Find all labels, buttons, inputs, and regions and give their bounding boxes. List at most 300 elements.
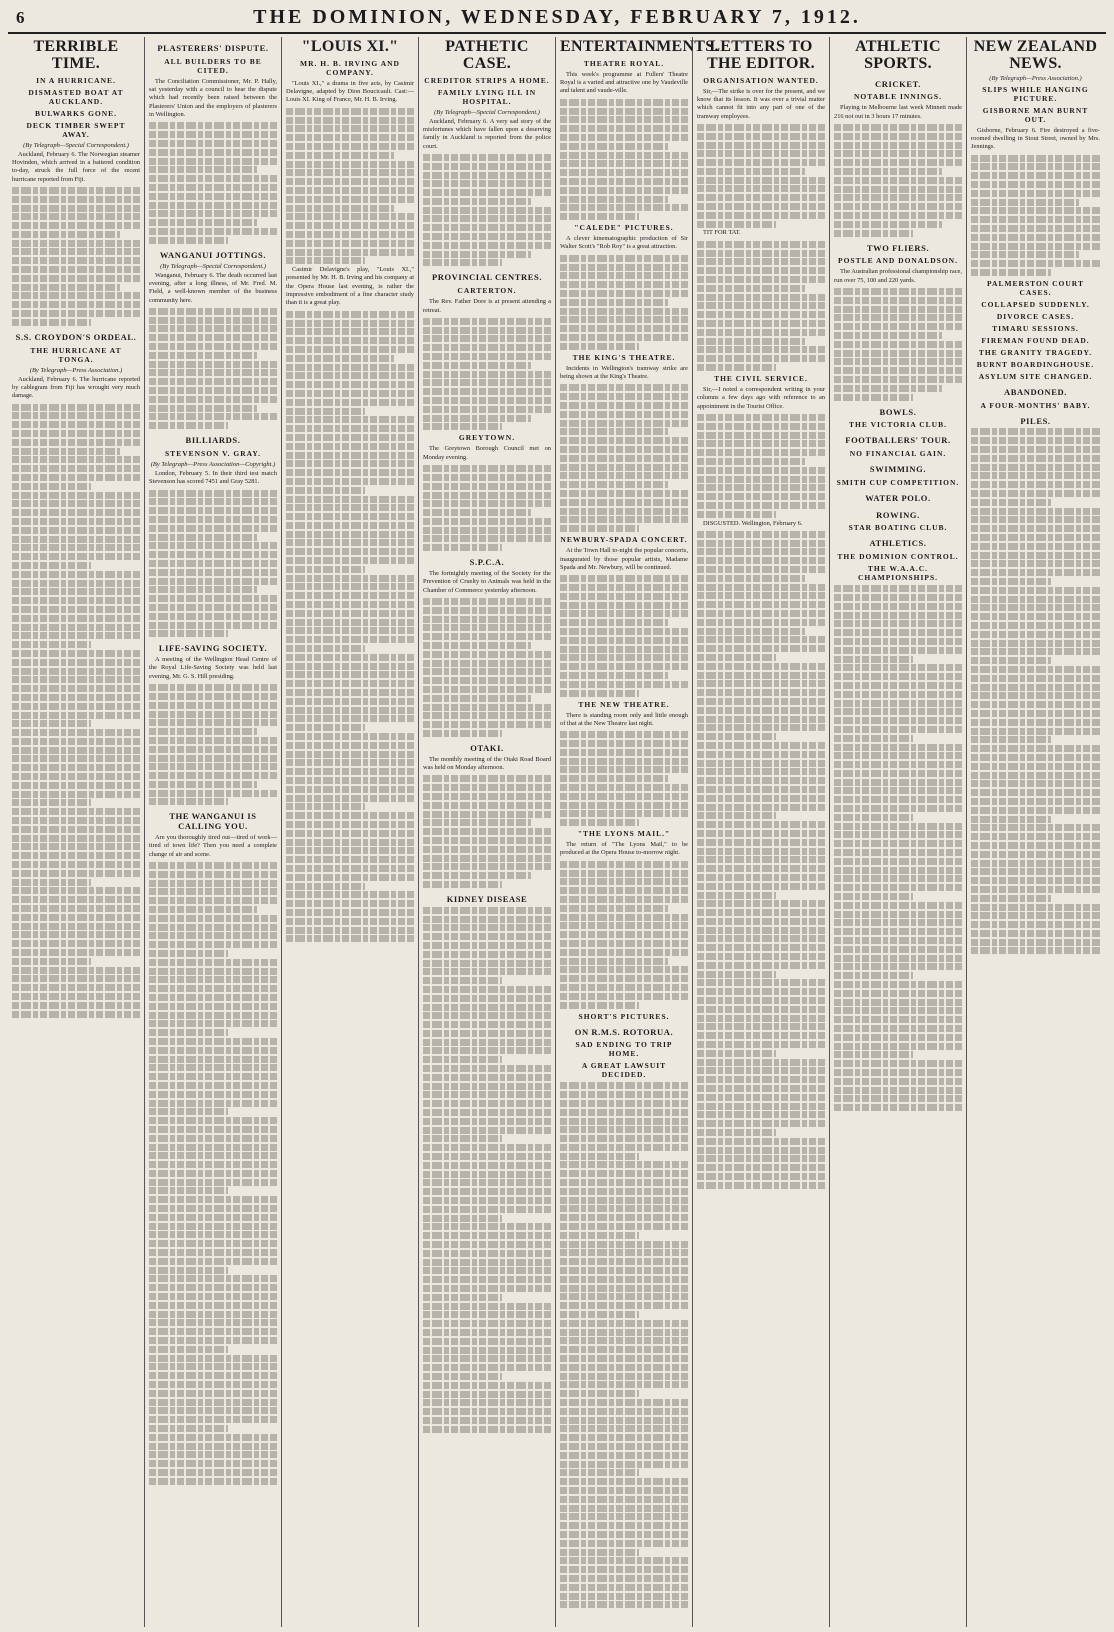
text-line [149,1187,228,1194]
text-line [423,1065,551,1072]
text-line [12,292,140,299]
text-line [149,1091,277,1098]
text-line [834,955,962,962]
text-line [697,918,825,925]
text-line [423,500,551,507]
text-line [697,971,776,978]
text-line [286,909,414,916]
article-text: DISGUSTED. Wellington, February 6. [703,519,803,527]
text-line [697,839,825,846]
text-line [697,733,776,740]
text-line [697,185,825,192]
text-line [834,230,913,237]
text-line [149,490,277,497]
text-line [286,847,414,854]
subheading: BOWLS. [879,406,917,417]
text-line [971,877,1100,884]
text-line [697,619,825,626]
text-line [423,872,531,879]
text-line [697,962,825,969]
subheading: A FOUR-MONTHS' BABY. [980,400,1091,410]
text-line [697,865,825,872]
text-line [12,949,140,956]
subheading: BURNT BOARDINGHOUSE. [976,359,1095,369]
text-line [697,414,825,421]
text-line [149,166,257,173]
text-line [560,1197,688,1204]
text-line [697,1138,825,1145]
text-line [560,931,688,938]
text-line [286,671,414,678]
article-text: A meeting of the Wellington Head Centre of the Royal Life-Saving Society was held last evening, Mr. G. S. Hill presiding. [149,656,277,680]
text-line [697,493,825,500]
text-line [697,680,825,687]
text-line [12,940,140,947]
text-line [423,1153,551,1160]
text-line [286,698,414,705]
text-line [560,1091,688,1098]
text-line [697,645,825,652]
text-line [971,912,1100,919]
text-line [12,843,140,850]
headline: "LOUIS XI." [301,38,399,55]
text-line [560,690,639,697]
text-line [149,1293,277,1300]
text-line [286,381,414,388]
text-line [834,911,962,918]
text-line [560,308,688,315]
text-line [286,408,365,415]
text-line [971,763,1100,770]
subheading: WANGANUI JOTTINGS. [159,249,267,260]
byline: (By Telegraph—Special Correspondent.) [23,141,129,149]
text-line [286,337,414,344]
text-line [423,793,551,800]
text-line [149,534,257,541]
text-line [834,367,962,374]
text-line [423,1391,551,1398]
text-line [971,534,1100,541]
text-line [423,1364,551,1371]
text-line [286,311,414,318]
text-line [423,1215,502,1222]
text-line [423,1232,551,1239]
text-line [423,1355,551,1362]
text-line [834,981,962,988]
text-line [971,640,1100,647]
text-line [560,784,688,791]
text-line [12,967,140,974]
text-line [149,1144,277,1151]
article-text: TIT FOR TAT. [703,229,741,237]
text-line [560,108,688,115]
subheading: MR. H. B. IRVING AND COMPANY. [300,58,400,77]
text-line [697,1155,825,1162]
text-line [12,615,140,622]
text-line [423,242,551,249]
text-line [560,1593,688,1600]
text-line [560,1118,688,1125]
text-line [423,1118,551,1125]
text-line [834,840,962,847]
text-line [149,790,277,797]
text-line [286,152,394,159]
text-line [971,816,1051,823]
text-line [149,932,277,939]
subheading: LIFE-SAVING SOCIETY. [158,643,268,654]
text-line [560,602,688,609]
text-line [423,968,551,975]
text-line [286,795,414,802]
text-line [697,484,825,491]
text-line [971,684,1100,691]
text-line [560,1232,639,1239]
text-line [834,770,962,777]
text-line [12,747,140,754]
text-line [12,914,140,921]
text-line [286,601,414,608]
text-line [834,186,962,193]
text-line [286,742,414,749]
text-line [834,823,962,830]
text-line [834,779,962,786]
subheading: FAMILY LYING ILL IN HOSPITAL. [437,87,537,106]
text-line [834,946,962,953]
text-line [149,737,277,744]
text-line [697,276,825,283]
text-line [423,1311,551,1318]
text-line [560,1566,688,1573]
text-line [423,846,551,853]
text-line [560,984,688,991]
text-line [286,777,414,784]
text-line [560,966,688,973]
text-line [149,888,277,895]
text-line [286,125,414,132]
column-4 [419,37,556,1627]
text-line [149,985,277,992]
text-line [560,508,688,515]
text-line [12,319,91,326]
text-line [560,914,688,921]
text-line [149,1214,277,1221]
text-line [560,1575,688,1582]
text-line [149,746,277,753]
subheading: ASYLUM SITE CHANGED. [978,371,1093,381]
text-line [149,1170,277,1177]
article-text: This week's programme at Fullers' Theatre Royal is a varied and attractive one by Vaudeville and talent and vaude-ville. [560,70,688,95]
text-line [697,724,825,731]
text-line [697,1129,776,1136]
text-line [286,566,365,573]
text-line [149,1372,277,1379]
article-text: A clever kinematographic production of Sir Walter Scott's "Rob Roy" is a great attraction. [560,235,688,251]
text-line [12,773,140,780]
text-line [971,851,1100,858]
text-line [697,760,825,767]
text-line [834,1060,962,1067]
text-line [971,225,1100,232]
text-line [149,1240,277,1247]
text-line [834,603,962,610]
article-text: Sir,—I noted a correspondent writing in your columns a few days ago with reference to an appointment in the Tourist Office. [697,385,825,410]
text-line [971,243,1100,250]
text-line [12,448,120,455]
subheading: STEVENSON V. GRAY. [165,448,261,458]
text-line [560,1434,688,1441]
text-line [697,1164,825,1171]
subheading: DISMASTED BOAT AT AUCKLAND. [28,87,124,106]
subheading: GISBORNE MAN BURNT OUT. [982,105,1089,124]
text-line [149,1311,277,1318]
text-line [560,516,688,523]
text-line [697,935,825,942]
text-line [12,641,91,648]
text-line [423,1223,551,1230]
text-line [12,650,140,657]
text-line [697,1023,825,1030]
text-line [12,896,140,903]
text-line [560,628,688,635]
article-text: Auckland, February 6. A very sad story of the misfortunes which have fallen upon a deserving family in Auckland is reported from the police court. [423,117,551,150]
subheading: THE W.A.A.C. CHAMPIONSHIPS. [857,564,939,583]
text-line [834,358,962,365]
text-line [697,1120,825,1127]
text-line [423,1144,551,1151]
text-line [12,624,140,631]
text-line [12,835,140,842]
text-line [560,125,688,132]
text-line [286,469,414,476]
text-line [423,802,551,809]
article-text: Are you thoroughly tired out—tired of work—tired of town life? Then you need a complete change of air and scene. [149,834,277,858]
text-line [12,597,140,604]
text-line [560,525,639,532]
text-line [971,657,1051,664]
text-line [286,187,414,194]
text-line [286,355,394,362]
text-line [697,909,825,916]
text-line [149,1100,277,1107]
text-line [149,880,277,887]
text-line [834,700,962,707]
text-line [286,399,414,406]
text-line [423,344,551,351]
text-line [560,940,688,947]
text-line [697,142,825,149]
text-line [971,789,1100,796]
text-line [12,852,140,859]
text-line [697,1103,825,1110]
subheading: ATHLETICS. [869,538,927,549]
text-line [697,848,825,855]
text-line [971,868,1100,875]
text-line [286,249,414,256]
text-line [12,588,140,595]
text-line [286,610,414,617]
text-line [149,343,277,350]
text-line [697,1067,825,1074]
text-line [149,361,277,368]
text-line [149,1381,277,1388]
text-line [560,887,688,894]
text-line [971,798,1100,805]
text-line [560,1531,688,1538]
text-line [697,557,825,564]
text-line [834,849,962,856]
text-line [423,198,531,205]
text-line [834,858,962,865]
text-line [560,949,688,956]
text-line [560,802,688,809]
text-line [149,516,277,523]
text-line [286,328,414,335]
text-line [560,654,688,661]
text-line [834,796,962,803]
text-line [560,861,688,868]
text-line [971,710,1100,717]
text-line [12,694,140,701]
text-line [560,819,639,826]
text-line [149,193,277,200]
text-line [971,199,1079,206]
text-line [286,196,414,203]
text-line [423,353,551,360]
text-line [286,390,414,397]
text-line [286,812,414,819]
text-line [286,372,414,379]
text-line [834,629,962,636]
text-line [423,1030,551,1037]
text-line [834,394,913,401]
text-line [12,799,91,806]
text-line [12,720,91,727]
text-line [149,1073,277,1080]
text-line [560,281,688,288]
text-line [971,490,1100,497]
text-line [12,580,140,587]
text-line [12,791,140,798]
text-line [971,260,1100,267]
text-line [423,397,551,404]
text-line [971,560,1100,567]
text-line [12,632,140,639]
text-line [697,511,776,518]
text-line [149,569,277,576]
text-line [149,1205,277,1212]
text-line [560,766,688,773]
text-line [12,668,140,675]
subheading: THE HURRICANE AT TONGA. [30,345,122,364]
subheading: S.P.C.A. [469,557,505,568]
text-line [697,212,825,219]
text-line [560,878,688,885]
text-line [286,654,414,661]
text-line [697,751,825,758]
text-line [149,613,277,620]
text-line [560,1311,639,1318]
text-line [697,294,825,301]
text-line [697,601,825,608]
subheading: FIREMAN FOUND DEAD. [981,335,1090,345]
text-line [560,1584,688,1591]
text-line [149,1460,277,1467]
text-line [149,378,277,385]
column-6 [693,37,830,1627]
text-line [149,387,277,394]
text-line [560,1002,639,1009]
text-line [423,695,531,702]
text-line [971,543,1100,550]
text-line [560,1408,688,1415]
text-line [12,404,140,411]
text-line [560,464,688,471]
text-line [834,376,962,383]
text-line [834,1104,962,1111]
text-line [971,216,1100,223]
text-line [697,320,825,327]
text-line [834,594,962,601]
text-line [12,412,140,419]
text-line [560,1267,688,1274]
text-line [286,231,414,238]
text-line [149,237,228,244]
text-line [149,1161,277,1168]
text-line [834,385,942,392]
text-line [423,233,551,240]
text-line [149,202,277,209]
text-line [149,1399,277,1406]
text-line [12,421,140,428]
text-line [560,213,639,220]
text-line [560,1381,688,1388]
text-line [560,178,688,185]
text-line [423,784,551,791]
text-line [697,548,825,555]
text-line [560,455,688,462]
text-line [697,768,825,775]
text-line [834,867,962,874]
text-line [149,317,277,324]
text-line [971,207,1100,214]
text-line [286,839,414,846]
text-line [12,1011,140,1018]
text-line [423,1285,551,1292]
text-line [423,677,551,684]
text-line [834,194,962,201]
text-line [560,1540,688,1547]
text-line [697,221,776,228]
article-text: The Conciliation Commissioner, Mr. P. Hally, sat yesterday with a council to hear the dispute which had recently been raised between the Plasterers' Union and the employers of plasterers in Wellington. [149,77,277,119]
text-line [423,916,551,923]
text-line [560,1522,688,1529]
text-line [423,1012,551,1019]
text-line [560,672,668,679]
text-line [560,290,688,297]
text-line [971,499,1051,506]
text-line [423,1109,551,1116]
text-line [560,428,668,435]
text-line [286,346,414,353]
byline: (By Telegraph—Special Correspondent.) [434,108,540,116]
text-line [423,423,502,430]
text-line [834,638,962,645]
text-line [286,548,414,555]
text-line [697,159,825,166]
text-line [423,189,551,196]
text-line [423,1091,551,1098]
text-line [149,210,277,217]
